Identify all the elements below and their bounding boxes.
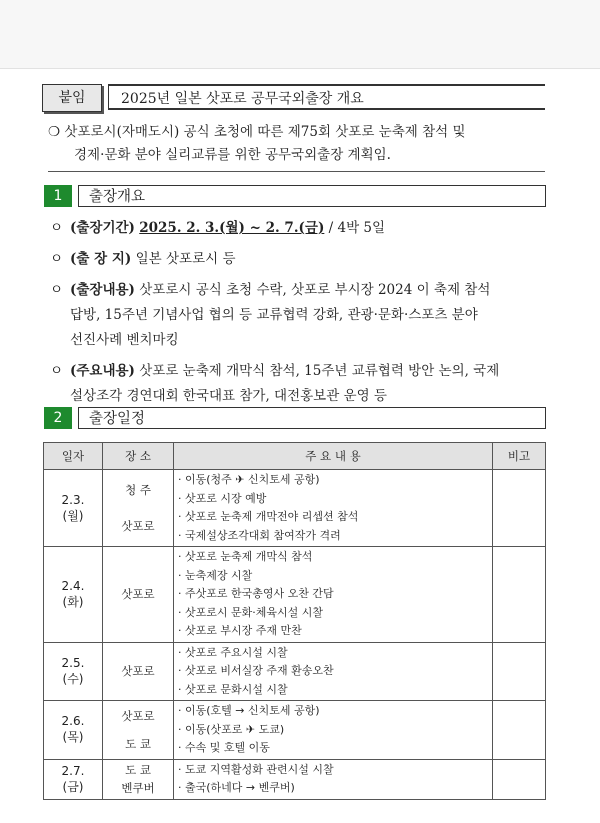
content-cell <box>174 642 493 701</box>
schedule-item: · 수속 및 호텔 이동 <box>178 741 270 754</box>
section-header-2 <box>44 407 546 429</box>
date-cell <box>44 759 103 799</box>
main-label: (주요내용) <box>70 363 135 379</box>
content-text: 선진사례 벤치마킹 <box>70 332 179 348</box>
summary-line: 삿포로시(자매도시) 공식 초청에 따른 제75회 삿포로 눈축제 참석 및 <box>64 124 466 140</box>
section-title: 출장일정 <box>78 407 546 429</box>
schedule-item: · 삿포로시 문화·체육시설 시찰 <box>178 605 323 619</box>
note-cell <box>493 547 546 643</box>
schedule-table <box>43 442 546 800</box>
section-title: 출장개요 <box>78 185 546 207</box>
main-text: 설상조각 경연대회 한국대표 참가, 대전홍보관 운영 등 <box>70 388 387 404</box>
overview-period <box>50 216 550 241</box>
date-cell <box>44 701 103 760</box>
schedule-item: · 이동(청주 ✈ 신치토세 공항) <box>178 473 320 486</box>
content-text: 답방, 15주년 기념사업 협의 등 교류협력 강화, 관광·문화·스포츠 분야 <box>70 307 478 323</box>
place-text: 삿포로 <box>121 664 155 679</box>
date-cell <box>44 470 103 547</box>
bullet-marker: ㅇ <box>50 363 64 379</box>
place-cell <box>103 547 174 643</box>
schedule-item: · 삿포로 비서실장 주재 환송오찬 <box>178 664 334 677</box>
attachment-header <box>42 84 545 112</box>
date-text: 2.7. <box>61 763 85 778</box>
date-text: 2.3. <box>61 492 85 507</box>
summary-marker: ❍ <box>48 124 61 140</box>
overview-place <box>50 247 550 272</box>
date-cell <box>44 642 103 701</box>
period-label: (출장기간) <box>70 220 135 236</box>
table-row <box>44 759 546 799</box>
table-row <box>44 701 546 760</box>
header-note: 비고 <box>493 443 546 470</box>
schedule-item: · 삿포로 부시장 주재 만찬 <box>178 624 302 637</box>
date-text: 2.4. <box>61 578 85 593</box>
place-cell <box>103 759 174 799</box>
weekday-text: (목) <box>62 730 84 745</box>
place-cell <box>103 701 174 760</box>
schedule-item: · 삿포로 주요시설 시찰 <box>178 645 288 659</box>
place-text: 삿포로 <box>121 519 155 534</box>
content-text: 삿포로시 공식 초청 수락, 삿포로 부시장 2024 이 축제 참석 <box>139 282 491 298</box>
note-cell <box>493 701 546 760</box>
content-label: (출장내용) <box>70 282 135 298</box>
note-cell <box>493 470 546 547</box>
table-header-row <box>44 443 546 470</box>
header-place: 장 소 <box>103 443 174 470</box>
content-cell <box>174 470 493 547</box>
bullet-marker: ㅇ <box>50 251 64 267</box>
date-text: 2.6. <box>61 714 85 729</box>
weekday-text: (수) <box>62 671 84 686</box>
document-title: 2025년 일본 삿포로 공무국외출장 개요 <box>108 84 545 110</box>
table-row <box>44 470 546 547</box>
note-cell <box>493 759 546 799</box>
note-cell <box>493 642 546 701</box>
attachment-label: 붙임 <box>42 84 102 112</box>
schedule-item: · 삿포로 눈축제 개막전야 리셉션 참석 <box>178 510 359 523</box>
weekday-text: (금) <box>62 779 84 794</box>
schedule-item: · 이동(호텔 → 신치토세 공항) <box>178 704 320 717</box>
overview-content <box>50 278 550 353</box>
schedule-item: · 이동(삿포로 ✈ 도쿄) <box>178 722 285 736</box>
period-suffix: / 4박 5일 <box>324 220 386 236</box>
period-value: 2025. 2. 3.(월) ~ 2. 7.(금) <box>139 220 325 236</box>
place-label: (출 장 지) <box>70 251 132 267</box>
bullet-marker: ㅇ <box>50 282 64 298</box>
schedule-item: · 국제설상조각대회 참여작가 격려 <box>178 528 341 542</box>
summary <box>48 121 545 172</box>
table-row <box>44 642 546 701</box>
schedule-item: · 도쿄 지역활성화 관련시설 시찰 <box>178 762 334 776</box>
schedule-item: · 삿포로 문화시설 시찰 <box>178 682 288 696</box>
place-text: 삿포로 <box>121 709 155 723</box>
content-cell <box>174 759 493 799</box>
content-cell <box>174 547 493 643</box>
summary-line: 경제·문화 분야 실리교류를 위한 공무국외출장 계획임. <box>74 147 391 163</box>
section-number: 1 <box>44 185 72 207</box>
date-text: 2.5. <box>61 655 85 670</box>
schedule-item: · 삿포로 시장 예방 <box>178 491 267 505</box>
schedule-item: · 눈축제장 시찰 <box>178 568 253 582</box>
schedule-item: · 삿포로 눈축제 개막식 참석 <box>178 550 313 563</box>
schedule-item: · 출국(하네다 → 벤쿠버) <box>178 781 295 794</box>
date-cell <box>44 547 103 643</box>
place-text: 벤쿠버 <box>121 781 155 795</box>
weekday-text: (월) <box>62 508 84 523</box>
header-date: 일자 <box>44 443 103 470</box>
main-text: 삿포로 눈축제 개막식 참석, 15주년 교류협력 방안 논의, 국제 <box>139 363 500 379</box>
section-number: 2 <box>44 407 72 429</box>
header-content: 주 요 내 용 <box>174 443 493 470</box>
place-text: 도 쿄 <box>125 763 151 777</box>
place-text: 청 주 <box>125 482 151 497</box>
place-text: 도 쿄 <box>125 736 151 751</box>
place-cell <box>103 470 174 547</box>
overview-list <box>50 216 550 415</box>
content-cell <box>174 701 493 760</box>
bullet-marker: ㅇ <box>50 220 64 236</box>
top-bar <box>0 0 600 69</box>
schedule-item: · 주삿포로 한국총영사 오찬 간담 <box>178 587 334 600</box>
table-row <box>44 547 546 643</box>
section-header-1 <box>44 185 546 207</box>
place-cell <box>103 642 174 701</box>
weekday-text: (화) <box>62 594 84 609</box>
place-text: 삿포로 <box>121 587 155 602</box>
place-value: 일본 삿포로시 등 <box>135 251 236 267</box>
overview-main <box>50 359 550 409</box>
